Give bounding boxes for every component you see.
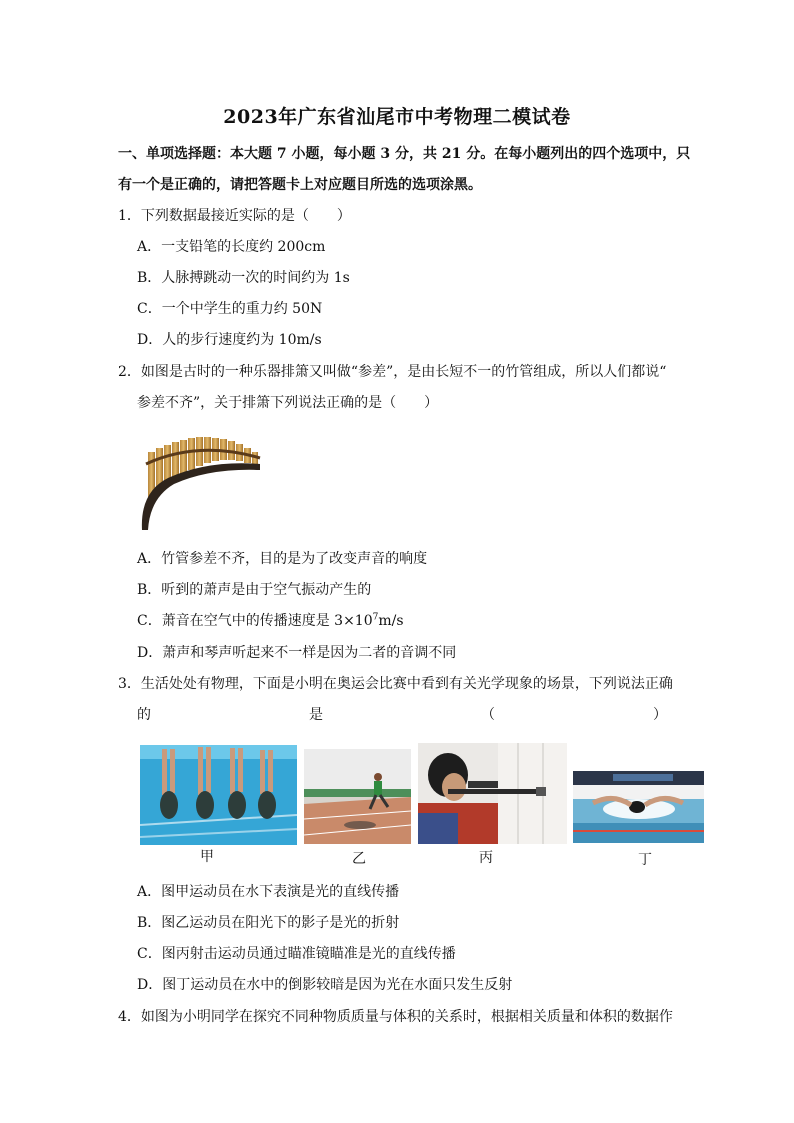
q2-option-d: D．萧声和琴声听起来不一样是因为二者的音调不同 xyxy=(137,645,457,661)
q3-option-a: A．图甲运动员在水下表演是光的直线传播 xyxy=(137,884,400,900)
photo-yi xyxy=(304,749,411,844)
panpipe-image xyxy=(138,430,264,532)
photo-ding xyxy=(573,771,704,843)
q3-option-c: C．图丙射击运动员通过瞄准镜瞄准是光的直线传播 xyxy=(137,946,456,962)
q2-option-b: B．听到的萧声是由于空气振动产生的 xyxy=(137,582,372,598)
q1-option-c: C．一个中学生的重力约 50N xyxy=(137,301,323,317)
photo-bing xyxy=(418,743,567,844)
section-heading-line1: 一、单项选择题：本大题 7 小题，每小题 3 分，共 21 分。在每小题列出的四个选项中，只 xyxy=(118,146,691,162)
section-heading-line2: 有一个是正确的，请把答题卡上对应题目所选的选项涂黑。 xyxy=(118,177,482,193)
q2-option-a: A．竹管参差不齐，目的是为了改变声音的响度 xyxy=(137,551,428,567)
q2-stem-line2: 参差不齐”，关于排箫下列说法正确的是（ ） xyxy=(137,395,439,411)
caption-jia: 甲 xyxy=(200,849,214,865)
q1-option-a: A．一支铅笔的长度约 200cm xyxy=(137,239,326,255)
q3-option-d: D．图丁运动员在水中的倒影较暗是因为光在水面只发生反射 xyxy=(137,977,513,993)
q4-stem-line1: 4．如图为小明同学在探究不同种物质质量与体积的关系时，根据相关质量和体积的数据作 xyxy=(118,1009,673,1025)
q3-stem-line1: 3．生活处处有物理，下面是小明在奥运会比赛中看到有关光学现象的场景，下列说法正确 xyxy=(118,676,673,692)
q1-option-d: D．人的步行速度约为 10m/s xyxy=(137,332,322,348)
caption-ding: 丁 xyxy=(638,852,652,868)
page-title: 2023年广东省汕尾市中考物理二模试卷 xyxy=(223,106,571,128)
caption-bing: 丙 xyxy=(479,850,493,866)
q2-stem-line1: 2．如图是古时的一种乐器排箫又叫做“参差”，是由长短不一的竹管组成，所以人们都说“ xyxy=(118,364,667,380)
q1-option-b: B．人脉搏跳动一次的时间约为 1s xyxy=(137,270,350,286)
q1-stem: 1．下列数据最接近实际的是（ ） xyxy=(118,208,351,224)
photo-jia xyxy=(140,745,297,845)
q2-option-c: C．萧音在空气中的传播速度是 $3\times 10^7m/s$ xyxy=(137,612,404,629)
exponent: 7 xyxy=(372,612,379,623)
q3-stem-line2: 的 是 （ ） xyxy=(137,707,667,723)
caption-yi: 乙 xyxy=(352,851,366,867)
q3-option-b: B．图乙运动员在阳光下的影子是光的折射 xyxy=(137,915,400,931)
